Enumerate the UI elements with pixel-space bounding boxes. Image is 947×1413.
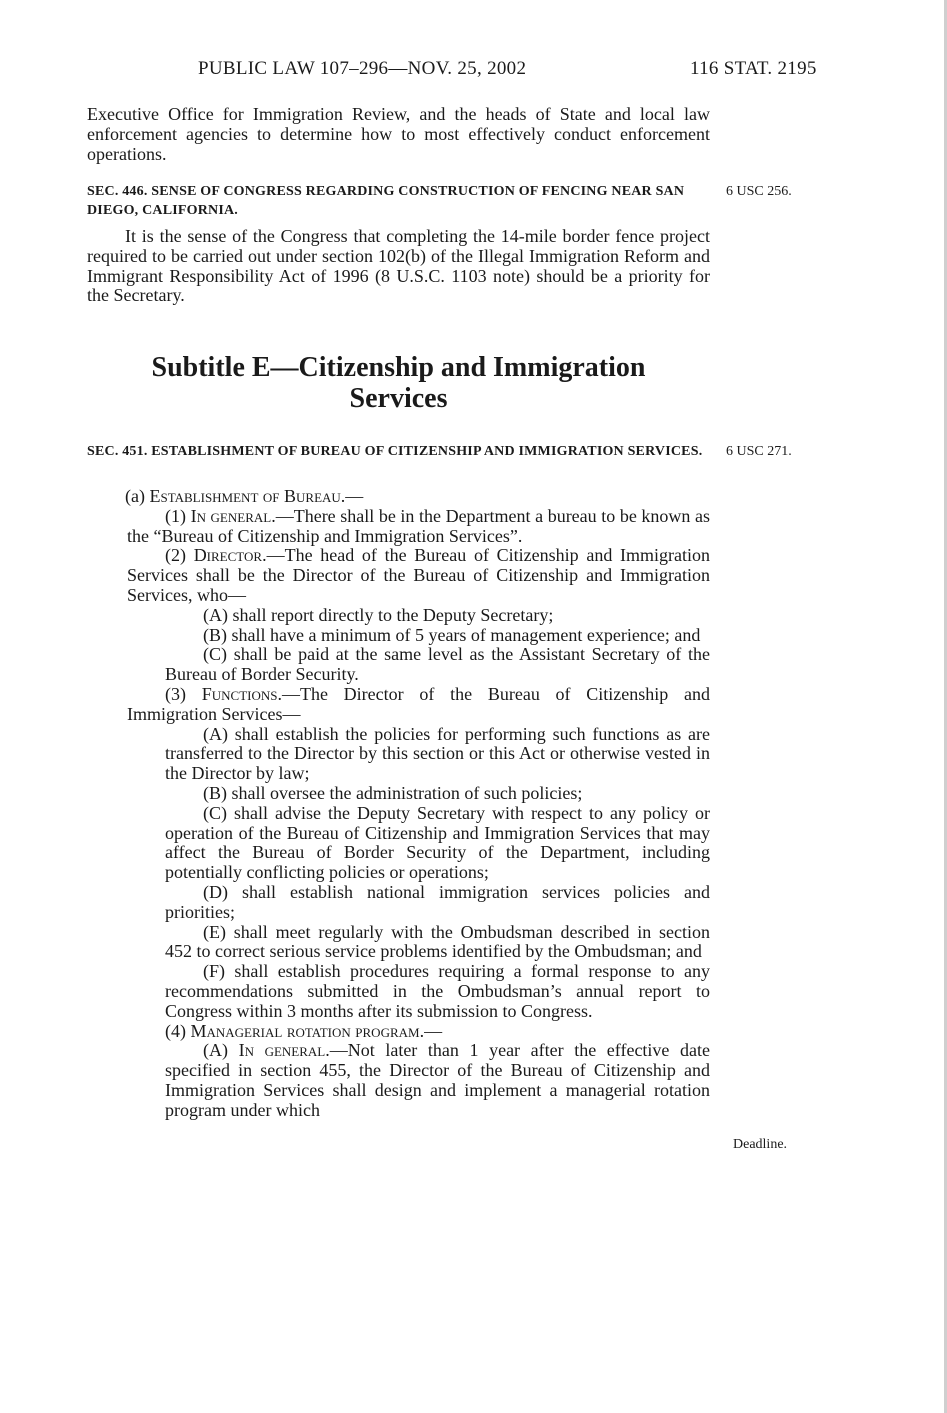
paragraph-1-heading: In general: [190, 505, 272, 526]
sec-446-body: It is the sense of the Congress that completing the 14-mile border fence project required to be carried out under section 102(b) of the Illegal Immigration Reform and Immigrant Responsibility Act of 1996 (8 U.S.C. 1103 note) should be a priority for the Secretary.: [87, 226, 710, 306]
subtitle-line-1: Subtitle E—Citizenship and Immigration: [151, 352, 646, 383]
paragraph-3-item-b: (B) shall oversee the administration of such policies;: [203, 782, 583, 803]
header-title: PUBLIC LAW 107–296—NOV. 25, 2002: [198, 58, 527, 79]
paragraph-3-heading: Functions: [201, 683, 278, 704]
running-header: [0, 58, 947, 84]
sec-451-number: SEC. 451.: [87, 444, 148, 459]
paragraph-2-item-a: (A) shall report directly to the Deputy Secretary;: [203, 604, 554, 625]
paragraph-2-heading: Director: [193, 545, 263, 566]
paragraph-2-item-c: (C) shall be paid at the same level as the Assistant Secretary of the Bureau of Border Security.: [165, 644, 710, 685]
paragraph-4-heading: Managerial rotation program: [190, 1020, 420, 1041]
sec-451-title: ESTABLISHMENT OF BUREAU OF CITIZENSHIP AND IMMIGRATION SERVICES.: [151, 444, 703, 459]
paragraph-1-label: (1): [165, 505, 191, 526]
sec-451-heading: [87, 442, 710, 461]
deadline-margin-note: Deadline.: [733, 1137, 788, 1152]
paragraph-2: [87, 546, 710, 605]
subtitle-line-2: Services: [349, 383, 448, 414]
paragraph-4-label: (4): [165, 1020, 191, 1041]
paragraph-4-item-a-text: .—Not later than 1 year after the effective date specified in section 455, the Director of the Bureau of Citizenship and Immigration Services shall design and implement a managerial rotation program under which: [165, 1040, 710, 1120]
paragraph-2-item-b: (B) shall have a minimum of 5 years of management experience; and: [203, 624, 701, 645]
paragraph-3: [87, 685, 710, 725]
paragraph-1-text: .—There shall be in the Department a bureau to be known as the “Bureau of Citizenship and Immigration Services”.: [127, 505, 710, 546]
sec-446-usc-note: 6 USC 256.: [726, 184, 792, 199]
paragraph-2-label: (2): [165, 545, 194, 566]
paragraph-3-label: (3): [165, 683, 202, 704]
paragraph-4-item-a: [87, 1041, 710, 1120]
paragraph-1: [87, 507, 710, 547]
paragraph-3-item-f: (F) shall establish procedures requiring a formal response to any recommendations submitted in the Ombudsman’s annual report to Congress within 3 months after its submission to Congress.: [165, 961, 710, 1021]
paragraph-3-item-c: (C) shall advise the Deputy Secretary with respect to any policy or operation of the Bureau of Citizenship and Immigration Services that may affect the Bureau of Border Security of the Department, including potentially conflicting policies or operations;: [165, 802, 710, 883]
header-stat-page: 116 STAT. 2195: [690, 58, 817, 79]
subsection-a-label: (a): [125, 486, 150, 506]
paragraph-2-text: .—The head of the Bureau of Citizenship and Immigration Services shall be the Director of the Bureau of Citizenship and Immigration Services, who—: [127, 545, 710, 605]
subtitle-heading: [87, 352, 710, 414]
paragraph-4-item-a-heading: In general: [238, 1040, 326, 1061]
subsection-a-heading: Establishment of Bureau: [149, 486, 341, 506]
sec-451-usc-note: 6 USC 271.: [726, 444, 792, 459]
paragraph-4: [87, 1022, 710, 1042]
intro-paragraph: Executive Office for Immigration Review, and the heads of State and local law enforcement agencies to determine how to most effectively conduct enforcement operations.: [87, 104, 710, 164]
sec-446-title: SENSE OF CONGRESS REGARDING CONSTRUCTION OF FENCING NEAR SAN DIEGO, CALIFORNIA.: [87, 184, 685, 218]
subsection-a-dash: .—: [340, 486, 364, 506]
sec-451-body: [87, 487, 710, 1121]
paragraph-3-item-a: (A) shall establish the policies for performing such functions as are transferred to the Director by this section or this Act or otherwise vested in the Director by law;: [165, 723, 710, 784]
sec-446-heading: [87, 182, 710, 220]
paragraph-3-text: .—The Director of the Bureau of Citizenship and Immigration Services—: [127, 683, 710, 724]
paragraph-4-dash: .—: [419, 1020, 443, 1041]
subsection-a: [87, 487, 710, 507]
sec-446-number: SEC. 446.: [87, 184, 148, 199]
paragraph-4-item-a-label: (A): [203, 1040, 239, 1061]
paragraph-3-item-d: (D) shall establish national immigration services policies and priorities;: [165, 881, 710, 922]
paragraph-3-item-e: (E) shall meet regularly with the Ombudsman described in section 452 to correct serious service problems identified by the Ombudsman; and: [165, 921, 710, 962]
